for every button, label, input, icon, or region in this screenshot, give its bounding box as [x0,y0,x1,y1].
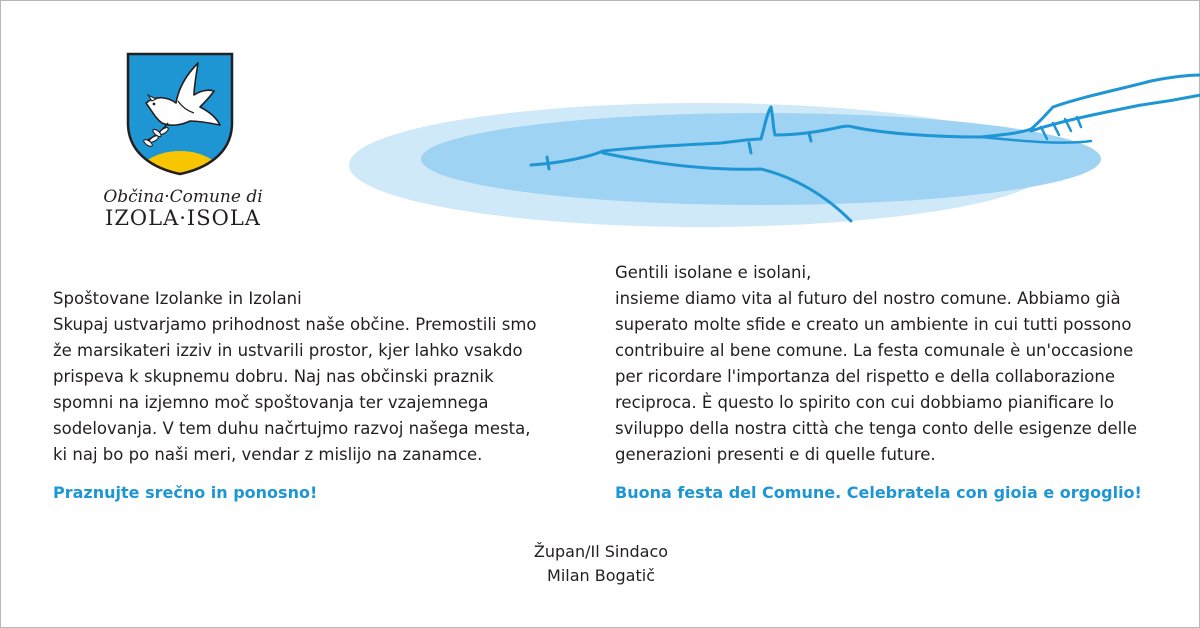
text-line: že marsikateri izziv in ustvarili prostor, kjer lahko vsakdo [53,341,523,360]
text-line: Skupaj ustvarjamo prihodnost naše občine. Premostili smo [53,315,537,334]
text-line: contribuire al bene comune. La festa comunale è un'occasione [615,341,1134,360]
town-name: IZOLA·ISOLA [105,206,261,230]
izola-peninsula-icon [341,61,1200,231]
text-line: Spoštovane Izolanke in Izolani [53,289,302,308]
text-line: prispeva k skupnemu dobru. Naj nas občinski praznik [53,367,494,386]
text-line: reciproca. È questo lo spirito con cui dobbiamo pianificare lo [615,393,1114,412]
mayor-title: Župan/Il Sindaco [533,542,669,561]
text-line: Gentili isolane e isolani, [615,263,812,282]
slovenian-message [53,286,573,468]
text-line: insieme diamo vita al futuro del nostro comune. Abbiamo già [615,289,1121,308]
text-line: sviluppo della nostra città che tenga conto delle esigenze delle [615,419,1138,438]
mayor-name: Milan Bogatič [547,566,655,585]
italian-closing: Buona festa del Comune. Celebratela con gioia e orgoglio! [615,483,1142,502]
text-line: spomni na izjemno moč spoštovanja ter vzajemnega [53,393,489,412]
text-line: per ricordare l'importanza del rispetto e della collaborazione [615,367,1115,386]
text-line: sodelovanja. V tem duhu načrtujmo razvoj našega mesta, [53,419,531,438]
slovenian-closing: Praznujte srečno in ponosno! [53,483,318,502]
text-line: generazioni presenti e di quelle future. [615,445,936,464]
text-line: ki naj bo po naši meri, vendar z mislijo na zanamce. [53,445,483,464]
municipality-line: Občina·Comune di [103,187,263,207]
text-line: superato molte sfide e creato un ambiente in cui tutti possono [615,315,1132,334]
italian-message [615,260,1195,468]
coat-of-arms-icon [124,51,236,176]
